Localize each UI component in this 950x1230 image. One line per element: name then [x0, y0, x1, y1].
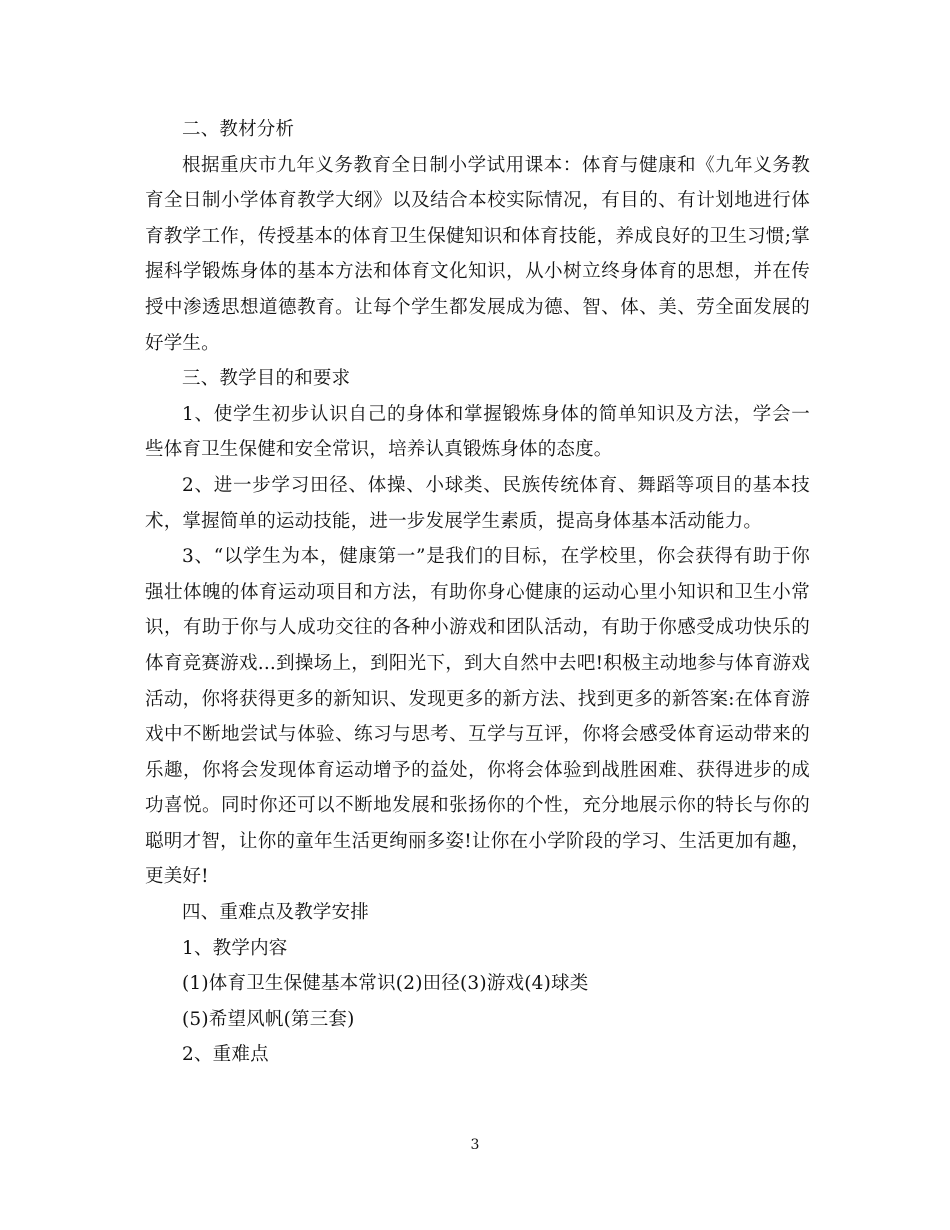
subheading-teaching-content: 1、教学内容 [182, 937, 288, 959]
document-page [145, 112, 810, 1073]
content-list-line-2: (5)希望风帆(第三套) [182, 1008, 355, 1030]
page-number: 3 [470, 1137, 480, 1153]
paragraph-materials-analysis: 根据重庆市九年义务教育全日制小学试用课本：体育与健康和《九年义务教育全日制小学体育教学大纲》以及结合本校实际情况，有目的、有计划地进行体育教学工作，传授基本的体育卫生保健知识和体育技能，养成良好的卫生习惯;掌握科学锻炼身体的基本方法和体育文化知识，从小树立终身体育的思想，并在传授中渗透思想道德教育。让每个学生都发展成为德、智、体、美、劳全面发展的好学生。 [145, 154, 810, 354]
content-list-line-1: (1)体育卫生保健基本常识(2)田径(3)游戏(4)球类 [182, 973, 589, 995]
section-heading-goals: 三、教学目的和要求 [182, 368, 351, 390]
paragraph-goal-3: 3、“以学生为本，健康第一”是我们的目标，在学校里，你会获得有助于你强壮体魄的体育运动项目和方法，有助你身心健康的运动心里小知识和卫生小常识，有助于你与人成功交往的各种小游戏和团队活动，有助于你感受成功快乐的体育竞赛游戏...到操场上，到阳光下，到大自然中去吧!积极主动地参与体育游戏活动，你将获得更多的新知识、发现更多的新方法、找到更多的新答案:在体育游戏中不断地尝试与体验、练习与思考、互学与互评，你将会感受体育运动带来的乐趣，你将会发现体育运动增予的益处，你将会体验到战胜困难、获得进步的成功喜悦。同时你还可以不断地发展和张扬你的个性，充分地展示你的特长与你的聪明才智，让你的童年生活更绚丽多姿!让你在小学阶段的学习、生活更加有趣，更美好! [145, 546, 810, 888]
section-heading-key-points: 四、重难点及教学安排 [182, 902, 370, 924]
paragraph-goal-1: 1、使学生初步认识自己的身体和掌握锻炼身体的简单知识及方法，学会一些体育卫生保健和安全常识，培养认真锻炼身体的态度。 [145, 403, 810, 461]
paragraph-goal-2: 2、进一步学习田径、体操、小球类、民族传统体育、舞蹈等项目的基本技术，掌握简单的运动技能，进一步发展学生素质，提高身体基本活动能力。 [145, 474, 810, 532]
subheading-key-difficulties: 2、重难点 [182, 1044, 269, 1066]
section-heading-materials: 二、教材分析 [182, 119, 295, 140]
